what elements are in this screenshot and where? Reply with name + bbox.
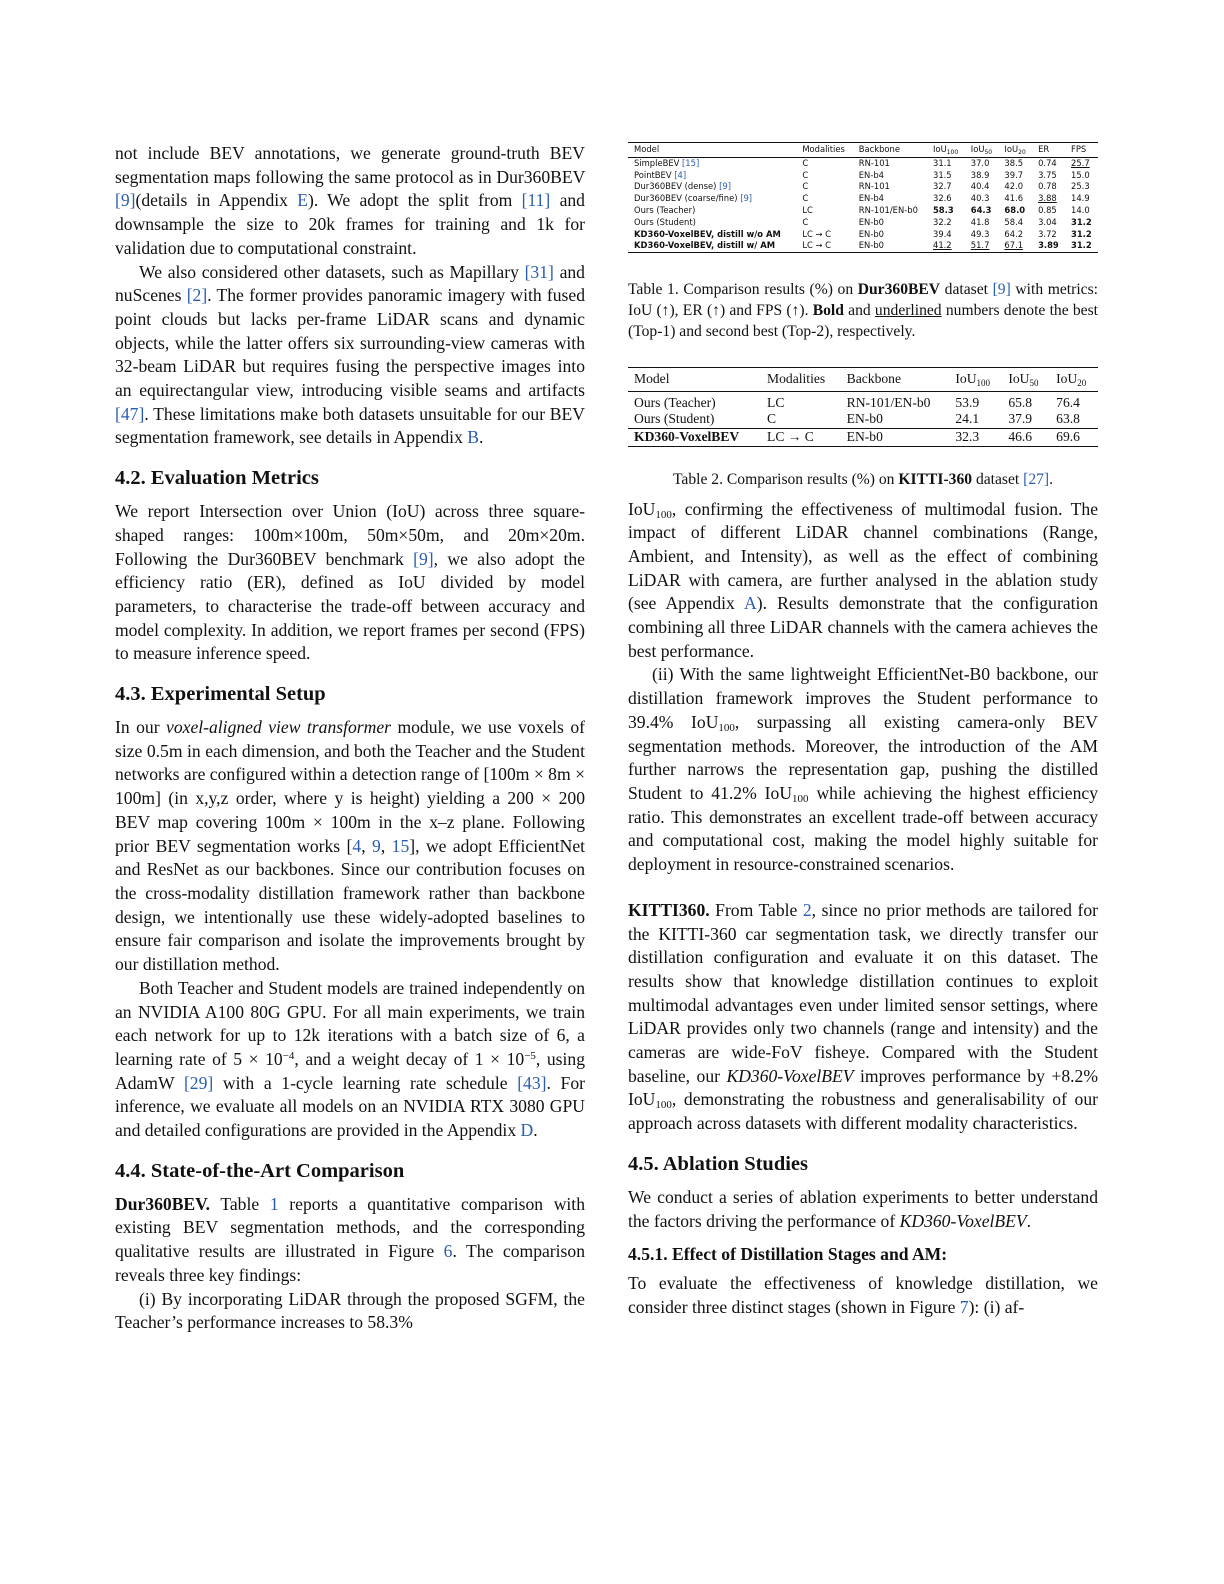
table-row: KD360-VoxelBEV, distill w/o AM LC → C EN-b0 39.4 49.3 64.2 3.72 31.2 <box>634 228 1092 239</box>
section-heading: 4.4. State-of-the-Art Comparison <box>115 1159 405 1182</box>
table-row: Ours (Student) C EN-b0 24.1 37.9 63.8 <box>634 411 1080 427</box>
table-1-caption: Table 1. Comparison results (%) on Dur360BEV dataset [9] with metrics: IoU (↑), ER (↑) and FPS (↑). Bold and underlined numbers denote the best (Top-1) and second best (Top-2), respectively. <box>628 281 1098 341</box>
table-row: KD360-VoxelBEV LC → C EN-b0 32.3 46.6 69.6 <box>628 428 1098 446</box>
paragraph: IoU$_{100}$, confirming the effectiveness of multimodal fusion. The impact of different LiDAR channel combinations (Range, Ambient, and Intensity), as well as the effect of combining LiDAR with camera, are further analysed in the ablation study (see Appendix A). Results demonstrate that the configuration combining all three LiDAR channels with the camera achieves the best performance. <box>628 498 1098 661</box>
table-header-row <box>628 368 1098 392</box>
col-header: IoU$_{20}$ <box>1050 368 1098 392</box>
citation-link[interactable]: [2] <box>186 285 208 306</box>
figure-ref-link[interactable]: 7 <box>959 1296 969 1317</box>
table-ref-link[interactable]: 1 <box>269 1193 279 1214</box>
paragraph: In our voxel-aligned view transformer module, we use voxels of size 0.5m in each dimension, and both the Teacher and the Student networks are configured within a detection range of [100m × 8m × 100m] (in x,y,z order, where y is height) yielding a 200 × 200 BEV map covering 100m × 100m in the x–z plane. Following prior BEV segmentation works [4, 9, 15], we adopt EfficientNet and ResNet as our backbones. Since our contribution focuses on the cross-modality distillation framework rather than backbone design, we intentionally use these widely-adopted baselines to ensure fair comparison and isolate the improvements brought by our distillation method. <box>115 717 586 975</box>
table-header-row <box>628 143 1098 158</box>
paragraph: Both Teacher and Student models are trained independently on an NVIDIA A100 80G GPU. For all main experiments, we train each network for up to 12k iterations with a batch size of 6, a learning rate of $5 \times 10^{-4}$, and a weight decay of $1 \times 10^{-5}$, using AdamW [29] with a 1-cycle learning rate schedule [43]. For inference, we evaluate all models on an NVIDIA RTX 3080 GPU and detailed configurations are provided in the Appendix D. <box>115 977 585 1141</box>
paragraph: (ii) With the same lightweight EfficientNet-B0 backbone, our distillation framework improves the Student performance to 39.4% IoU$_{100}$, surpassing all existing camera-only BEV segmentation methods. Moreover, the introduction of the AM further narrows the representation gap, pushing the distilled Student to 41.2% IoU$_{100}$ while achieving the highest efficiency ratio. This demonstrates an excellent trade-off between accuracy and computational cost, making the model highly suitable for deployment in resource-constrained scenarios. <box>628 664 1098 875</box>
appendix-link[interactable]: E <box>297 190 308 211</box>
citation-link[interactable]: 15 <box>391 835 410 856</box>
paragraph: KITTI360. From Table 2, since no prior methods are tailored for the KITTI-360 car segmentation task, we directly transfer our distillation configuration and evaluate it on this dataset. The results show that knowledge distillation continues to exploit multimodal advantages even under limited sensor settings, where LiDAR provides only two channels (range and intensity) and the cameras are wide-FoV fisheye. Compared with the Student baseline, our KD360-VoxelBEV improves performance by +8.2% IoU$_{100}$, demonstrating the robustness and generalisability of our approach across datasets with different modality characteristics. <box>628 899 1099 1134</box>
citation-link[interactable]: 9 <box>372 835 381 856</box>
citation-link[interactable]: [43] <box>517 1072 547 1093</box>
table-row: PointBEV [4] C EN-b4 31.5 38.9 39.7 3.75 15.0 <box>634 169 1090 180</box>
col-header: Model <box>628 143 796 158</box>
table-row: Ours (Teacher) LC RN-101/EN-b0 58.3 64.3 68.0 0.85 14.0 <box>634 204 1090 215</box>
col-header: FPS <box>1065 143 1098 158</box>
section-heading: 4.2. Evaluation Metrics <box>115 467 319 490</box>
appendix-link[interactable]: A <box>744 593 757 614</box>
table-row: SimpleBEV [15] C RN-101 31.1 37.0 38.5 0.74 25.7 <box>628 157 1098 169</box>
citation-link[interactable]: [9] <box>413 548 434 569</box>
citation-link[interactable]: [9] <box>992 281 1011 299</box>
citation-link[interactable]: [47] <box>115 403 145 424</box>
citation-link[interactable]: [31] <box>524 261 554 282</box>
citation-link[interactable]: [29] <box>183 1072 214 1093</box>
left-column <box>115 142 585 1335</box>
citation-link[interactable]: 4 <box>352 835 362 856</box>
appendix-link[interactable]: D <box>520 1120 534 1141</box>
paragraph: Dur360BEV. Table 1 reports a quantitative comparison with existing BEV segmentation methods, and the corresponding qualitative results are illustrated in Figure 6. The comparison reveals three key findings: <box>115 1193 585 1285</box>
col-header: IoU$_{100}$ <box>927 143 965 158</box>
citation-link[interactable]: [9] <box>719 181 731 192</box>
paragraph: We conduct a series of ablation experiments to better understand the factors driving the performance of KD360-VoxelBEV. <box>628 1186 1098 1231</box>
col-header: IoU$_{100}$ <box>949 368 1002 392</box>
paragraph: We report Intersection over Union (IoU) across three square-shaped ranges: 100m×100m, 50m×50m, and 20m×20m. Following the Dur360BEV benchmark [9], we also adopt the efficiency ratio (ER), defined as IoU divided by model parameters, to characterise the trade-off between accuracy and model complexity. In addition, we report frames per second (FPS) to measure inference speed. <box>115 501 585 664</box>
table-2 <box>628 367 1098 446</box>
paragraph: not include BEV annotations, we generate ground-truth BEV segmentation maps following the same protocol as in Dur360BEV [9](details in Appendix E). We adopt the split from [11] and downsample the size to 20k frames for training and 1k for validation due to computational constraint. <box>115 143 585 258</box>
col-header: IoU$_{50}$ <box>965 143 999 158</box>
table-1 <box>628 142 1098 253</box>
col-header: IoU$_{50}$ <box>1002 368 1050 392</box>
col-header: ER <box>1032 143 1065 158</box>
section-heading: 4.3. Experimental Setup <box>115 683 326 706</box>
citation-link[interactable]: [15] <box>682 157 700 168</box>
paragraph: To evaluate the effectiveness of knowledge distillation, we consider three distinct stages (shown in Figure 7): (i) af- <box>628 1273 1098 1317</box>
citation-link[interactable]: [9] <box>115 190 136 211</box>
appendix-link[interactable]: B <box>467 427 480 448</box>
table-row: Ours (Student) C EN-b0 32.2 41.8 58.4 3.04 31.2 <box>634 216 1092 227</box>
paragraph: We also considered other datasets, such as Mapillary [31] and nuScenes [2]. The former provides panoramic imagery with fused point clouds but lacks per-frame LiDAR scans and dynamic objects, while the latter offers six surrounding-view cameras with 32-beam LiDAR but requires fusing the perspective images into an equirectangular view, introducing visible seams and artifacts [47]. These limitations make both datasets unsuitable for our BEV segmentation framework, see details in Appendix B. <box>115 261 585 448</box>
citation-link[interactable]: [9] <box>740 193 753 204</box>
figure-ref-link[interactable]: 6 <box>443 1241 453 1262</box>
table-row: Dur360BEV (coarse/fine) [9] C EN-b4 32.6 40.3 41.6 3.88 14.9 <box>634 193 1090 204</box>
col-header: Modalities <box>796 143 852 158</box>
citation-link[interactable]: [4] <box>674 169 687 180</box>
table-ref-link[interactable]: 2 <box>802 899 812 920</box>
citation-link[interactable]: [11] <box>521 190 551 211</box>
col-header: Modalities <box>761 368 841 392</box>
col-header: Backbone <box>841 368 950 392</box>
subsection-heading: 4.5.1. Effect of Distillation Stages and AM: <box>628 1244 948 1265</box>
table-2-caption: Table 2. Comparison results (%) on KITTI-360 dataset [27]. <box>672 470 1054 488</box>
section-heading: 4.5. Ablation Studies <box>628 1152 808 1175</box>
table-row: Ours (Teacher) LC RN-101/EN-b0 53.9 65.8 76.4 <box>634 394 1080 410</box>
citation-link[interactable]: [27] <box>1023 470 1050 488</box>
right-column <box>628 142 1098 1320</box>
table-row: Dur360BEV (dense) [9] C RN-101 32.7 40.4 42.0 0.78 25.3 <box>634 181 1090 192</box>
table-row: KD360-VoxelBEV, distill w/ AM LC → C EN-b0 41.2 51.7 67.1 3.89 31.2 <box>628 240 1098 252</box>
paragraph: (i) By incorporating LiDAR through the proposed SGFM, the Teacher’s performance increases to 58.3% <box>115 1288 585 1333</box>
col-header: Backbone <box>853 143 927 158</box>
col-header: Model <box>628 368 761 392</box>
col-header: IoU$_{20}$ <box>998 143 1032 158</box>
